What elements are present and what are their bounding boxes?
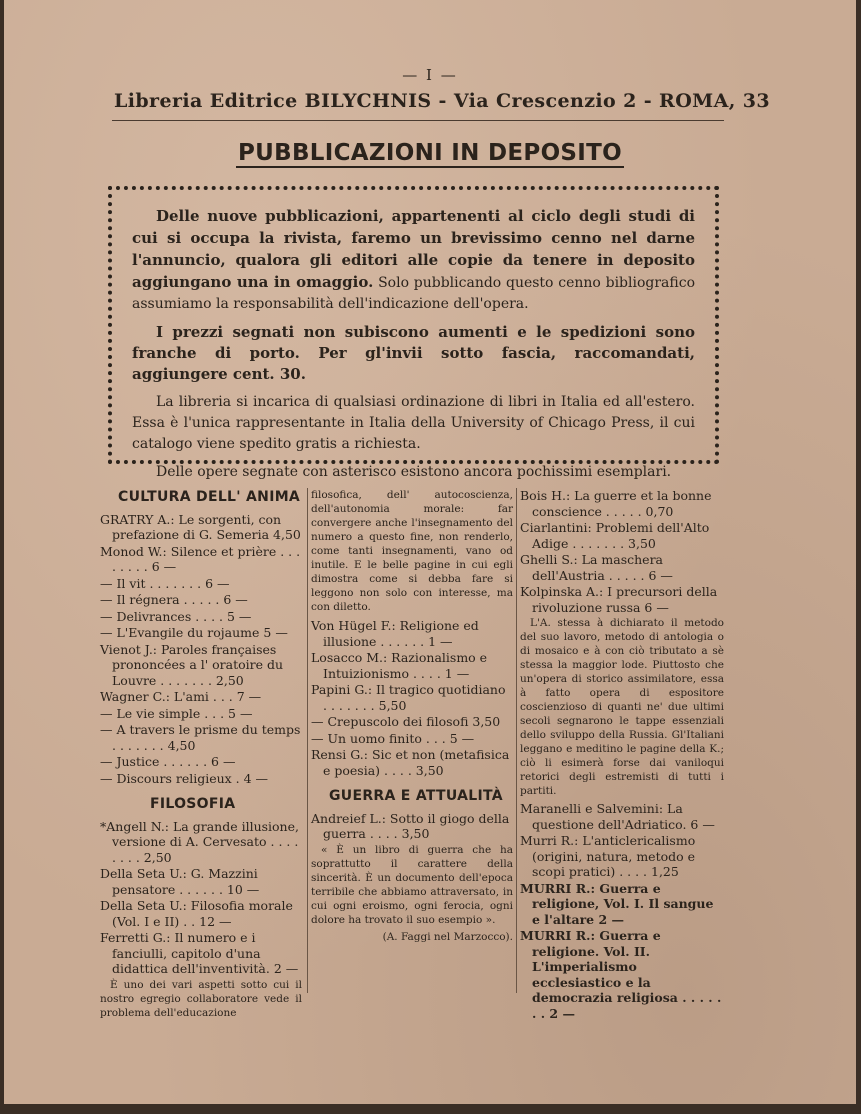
notice-box [108, 186, 719, 480]
entry-list-guerra [311, 811, 513, 842]
catalog-entry: Bois H.: La guerre et la bonne conscience . . . . . 0,70 [520, 488, 712, 519]
catalog-entry: *Angell N.: La grande illusione, versione di A. Cervesato . . . . . . . . 2,50 [100, 818, 299, 865]
catalog-entry: GRATRY A.: Le sorgenti, con prefazione di G. Semeria 4,50 [100, 511, 301, 542]
catalog-entry: Rensi G.: Sic et non (metafisica e poesia) . . . . 3,50 [311, 747, 510, 778]
page-number: — I — [402, 66, 458, 84]
notice-bold: Delle nuove pubblicazioni, appartenenti al ciclo degli studi di cui si occupa la rivista, faremo un brevissimo cenno nel darne l'annuncio, qualora gli editori alle copie da tenere in deposito aggiungano una in omaggio. [132, 207, 695, 291]
column-divider-1 [307, 488, 308, 993]
section-heading-cultura: CULTURA DELL' ANIMA [118, 489, 301, 505]
catalog-entry: Monod W.: Silence et prière . . . . . . . . 6 — [100, 543, 301, 574]
catalog-entry: — Delivrances . . . . 5 — [100, 608, 252, 624]
publisher-header: Libreria Editrice BILYCHNIS - Via Crescenzio 2 - ROMA, 33 [114, 90, 771, 112]
catalog-entry: Andreief L.: Sotto il giogo della guerra . . . . 3,50 [311, 810, 510, 841]
column-3 [520, 488, 724, 1022]
catalog-entry: — A travers le prisme du temps . . . . . . . 4,50 [100, 722, 301, 753]
page [4, 0, 856, 1104]
catalog-entry: Murri R.: L'anticlericalismo (origini, natura, metodo e scopi pratici) . . . . 1,25 [520, 833, 696, 879]
catalog-entry: — Il régnera . . . . . 6 — [100, 592, 248, 607]
entry-list [520, 488, 724, 615]
notice-paragraph-4: Delle opere segnate con asterisco esistono ancora pochissimi esemplari. [156, 464, 672, 480]
catalog-entry: Maranelli e Salvemini: La questione dell'Adriatico. 6 — [520, 801, 715, 832]
catalog-entry: Ghelli S.: La maschera dell'Austria . . . . . 6 — [520, 552, 673, 583]
notice-paragraph-2: I prezzi segnati non subiscono aumenti e le spedizioni sono franche di porto. Per gl'invii sotto fascia, raccomandati, aggiungere cent. 30. [132, 323, 695, 383]
review-note: È uno dei vari aspetti sotto cui il nostro egregio collaboratore vede il problema dell'educazione [100, 978, 302, 1019]
column-divider-2 [516, 488, 517, 993]
page-title: PUBBLICAZIONI IN DEPOSITO [238, 140, 622, 166]
entry-list [311, 618, 513, 778]
catalog-entry: — Un uomo finito . . . 5 — [311, 730, 475, 746]
review-signature: (A. Faggi nel Marzocco). [382, 930, 513, 943]
entry-list-cultura [100, 512, 302, 787]
catalog-entry: — L'Evangile du rojaume 5 — [100, 625, 288, 640]
catalog-entry: Kolpinska A.: I precursori della rivoluzione russa 6 — [520, 584, 718, 615]
entry-list-filosofia [100, 819, 302, 977]
entry-list-murri [520, 801, 724, 1021]
review-note: L'A. stessa à dichiarato il metodo del suo lavoro, metodo di antologia o di mosaico e à con ciò tributato a sè stessa la maggior lode. Piuttosto che un'opera di storico assimilatore, essa à fatto opera di espositore coscienzioso di quanti ne' due ultimi secoli segnarono le tappe essenziali dello sviluppo della Russia. Gl'Italiani leggano e meditino le pagine della K.; ciò li esimerà forse dai vaniloqui retorici degli estremisti di tutti i partiti. [520, 617, 724, 797]
header-rule [112, 120, 724, 121]
catalog-entry: — Justice . . . . . . 6 — [100, 754, 236, 769]
catalog-entry: MURRI R.: Guerra e religione. Vol. II. L'imperialismo ecclesiastico e la democrazia religiosa . . . . . . . 2 — [520, 928, 722, 1021]
catalog-entry: Papini G.: Il tragico quotidiano . . . . . . . 5,50 [311, 682, 506, 713]
catalog-entry: Losacco M.: Razionalismo e Intuizionismo . . . . 1 — [311, 650, 488, 681]
notice-paragraph-1 [132, 206, 695, 315]
catalog-entry: — Discours religieux . 4 — [100, 770, 269, 786]
review-note: « È un libro di guerra che ha soprattutto il carattere della sincerità. È un documento dell'epoca terribile che abbiamo attraversato, in cui ogni eroismo, ogni ferocia, ogni dolore ha trovato il suo esempio ». [311, 843, 513, 926]
catalog-entry: Vienot J.: Paroles françaises prononcées a l' oratoire du Louvre . . . . . . . 2,50 [100, 641, 284, 688]
catalog-entry: Von Hügel F.: Religione ed illusione . . . . . . 1 — [311, 618, 479, 649]
catalog-entry: Ferretti G.: Il numero e i fanciulli, capitolo d'una didattica dell'inventività. 2 — [100, 930, 299, 976]
catalog-entry: — Il vit . . . . . . . 6 — [100, 575, 230, 591]
catalog-entry: — Le vie simple . . . 5 — [100, 705, 253, 721]
notice-rest: Solo pubblicando questo cenno bibliografico assumiamo la responsabilità dell'indicazione dell'opera. [132, 275, 695, 312]
catalog-entry: MURRI R.: Guerra e religione, Vol. I. Il sangue e l'altare 2 — [520, 880, 714, 927]
section-heading-guerra: GUERRA E ATTUALITÀ [329, 788, 503, 804]
review-note: filosofica, dell' autocoscienza, dell'autonomia morale: far convergere anche l'insegnamento del numero a questo fine, non renderlo, come tanti insegnamenti, vano od inutile. E le belle pagine in cui egli dimostra come si debba fare si leggono non solo con interesse, ma con diletto. [311, 489, 513, 613]
catalog-entry: Della Seta U.: Filosofia morale (Vol. I e II) . . 12 — [100, 898, 293, 929]
column-2 [311, 488, 513, 945]
section-heading-filosofia: FILOSOFIA [150, 796, 236, 812]
catalog-entry: Wagner C.: L'ami . . . 7 — [100, 689, 262, 704]
column-1 [100, 488, 302, 1023]
catalog-entry: — Crepuscolo dei filosofi 3,50 [311, 714, 501, 729]
catalog-entry: Della Seta U.: G. Mazzini pensatore . . . . . . 10 — [100, 866, 260, 897]
catalog-entry: Ciarlantini: Problemi dell'Alto Adige . . . . . . . 3,50 [520, 520, 710, 551]
title-wrap [4, 140, 856, 166]
notice-paragraph-3: La libreria si incarica di qualsiasi ordinazione di libri in Italia ed all'estero. Essa è l'unica rappresentante in Italia della University of Chicago Press, il cui catalogo viene spedito gratis a richiesta. [132, 394, 695, 452]
